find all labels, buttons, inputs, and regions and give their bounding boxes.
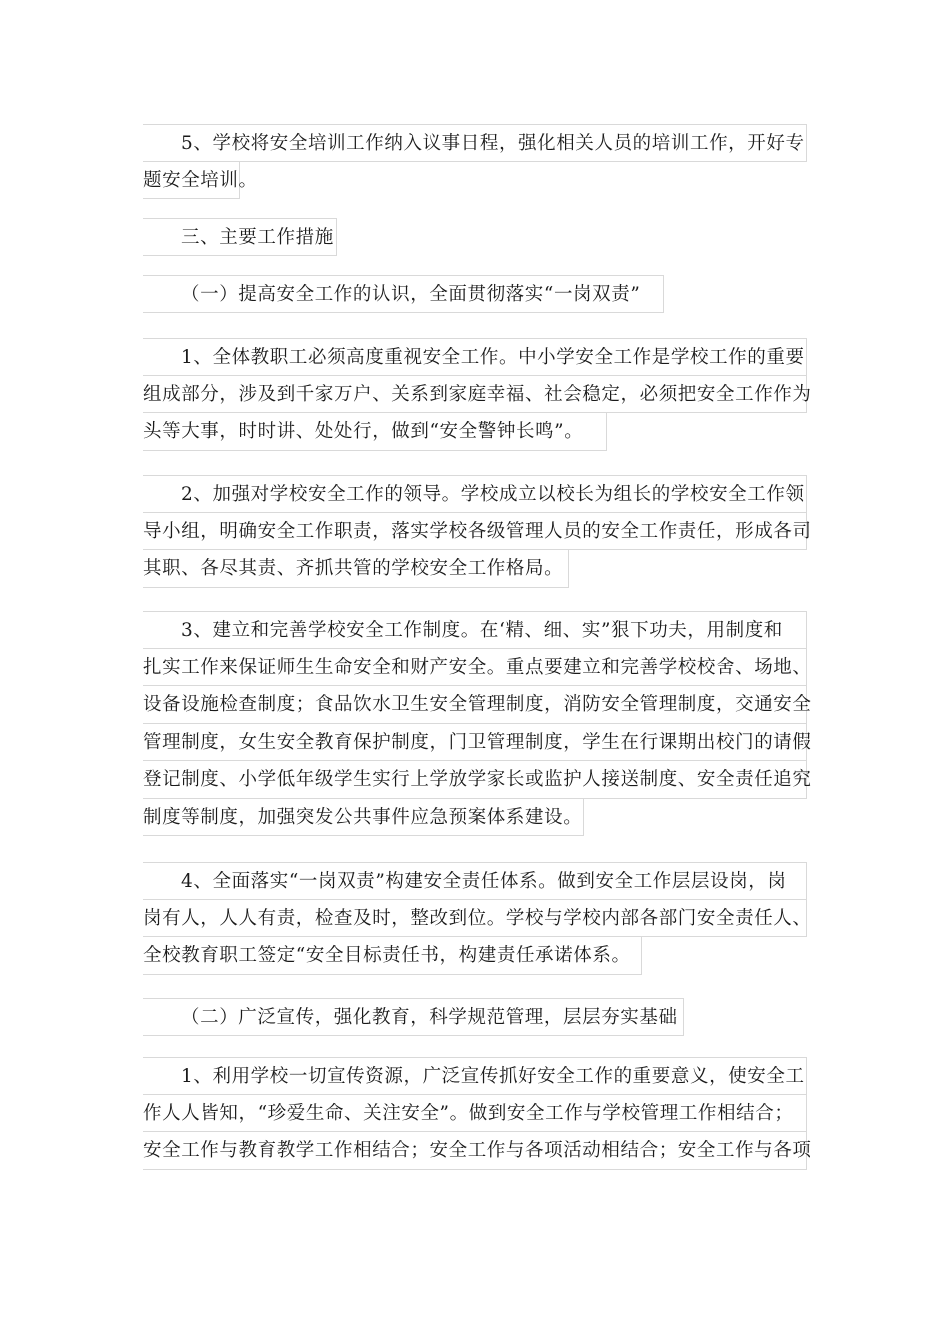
text-line: 全校教育职工签定“安全目标责任书，构建责任承诺体系。 <box>143 937 642 975</box>
text-line: 设备设施检查制度；食品饮水卫生安全管理制度，消防安全管理制度，交通安全 <box>143 686 807 724</box>
paragraph-item-4-responsibility <box>143 862 812 975</box>
paragraph-item-5-training <box>143 124 807 199</box>
text-line: 管理制度，女生安全教育保护制度，门卫管理制度，学生在行课期出校门的请假 <box>143 724 807 762</box>
text-line: 制度等制度，加强突发公共事件应急预案体系建设。 <box>143 799 584 837</box>
paragraph-item-1-awareness <box>143 338 812 451</box>
text-line: 导小组，明确安全工作职责，落实学校各级管理人员的安全工作责任，形成各司 <box>143 513 807 551</box>
text-line: 扎实工作来保证师生生命安全和财产安全。重点要建立和完善学校校舍、场地、 <box>143 649 807 687</box>
text-line: 安全工作与教育教学工作相结合；安全工作与各项活动相结合；安全工作与各项 <box>143 1132 807 1170</box>
subsection-heading-1 <box>143 275 807 313</box>
heading-text: （二）广泛宣传，强化教育，科学规范管理，层层夯实基础 <box>143 998 684 1036</box>
text-line: 组成部分，涉及到千家万户、关系到家庭幸福、社会稳定，必须把安全工作作为 <box>143 376 807 414</box>
paragraph-item-2-leadership <box>143 475 812 588</box>
text-line: 5、学校将安全培训工作纳入议事日程，强化相关人员的培训工作，开好专 <box>143 124 807 162</box>
text-line: 4、全面落实“一岗双责”构建安全责任体系。做到安全工作层层设岗，岗 <box>143 862 807 900</box>
section-heading-3 <box>143 218 807 256</box>
subsection-heading-2 <box>143 998 807 1036</box>
heading-text: （一）提高安全工作的认识，全面贯彻落实“一岗双责” <box>143 275 664 313</box>
text-line: 3、建立和完善学校安全工作制度。在‘精、细、实”狠下功夫，用制度和 <box>143 611 807 649</box>
text-line: 作人人皆知，“珍爱生命、关注安全”。做到安全工作与学校管理工作相结合； <box>143 1095 807 1133</box>
text-line: 2、加强对学校安全工作的领导。学校成立以校长为组长的学校安全工作领 <box>143 475 807 513</box>
text-line: 1、利用学校一切宣传资源，广泛宣传抓好安全工作的重要意义，使安全工 <box>143 1057 807 1095</box>
text-line: 其职、各尽其责、齐抓共管的学校安全工作格局。 <box>143 550 569 588</box>
text-line: 岗有人，人人有责，检查及时，整改到位。学校与学校内部各部门安全责任人、 <box>143 900 807 938</box>
text-line: 登记制度、小学低年级学生实行上学放学家长或监护人接送制度、安全责任追究 <box>143 761 807 799</box>
paragraph-item-3-systems <box>143 611 812 836</box>
heading-text: 三、主要工作措施 <box>143 218 337 256</box>
paragraph-publicity-item-1 <box>143 1057 812 1170</box>
text-line: 题安全培训。 <box>143 162 240 200</box>
text-line: 头等大事，时时讲、处处行，做到“安全警钟长鸣”。 <box>143 413 607 451</box>
text-line: 1、全体教职工必须高度重视安全工作。中小学安全工作是学校工作的重要 <box>143 338 807 376</box>
